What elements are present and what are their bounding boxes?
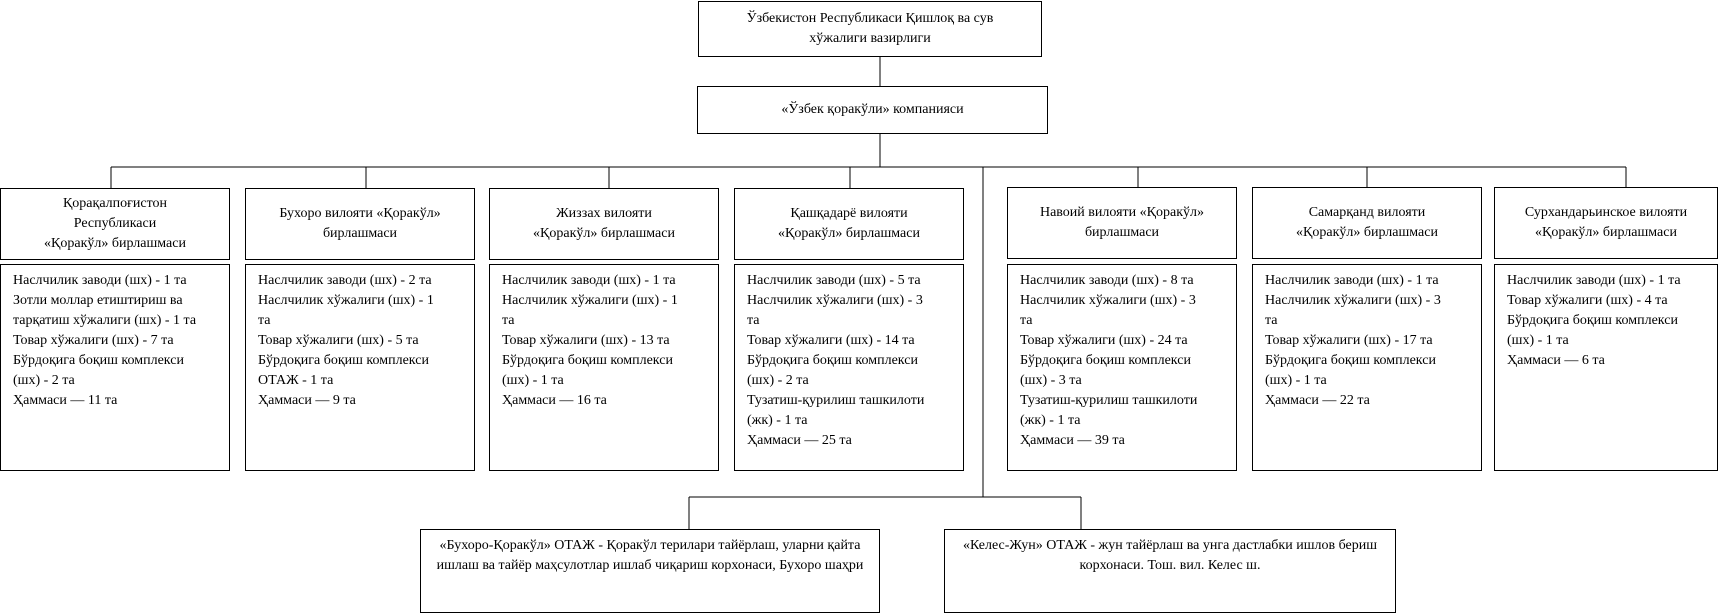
region-item: Наслчилик заводи (шх) - 1 та [502,273,676,288]
region-item: Товар хўжалиги (шх) - 7 та [13,333,174,348]
region-total: Ҳаммаси — 22 та [1265,393,1370,408]
region-header-line: «Қоракўл» бирлашмаси [44,236,186,251]
region-body-navoi [1007,264,1237,471]
region-item: Бўрдоқига боқиш комплекси [258,353,429,368]
region-header-samarkand [1252,187,1482,259]
region-header-line: «Қоракўл» бирлашмаси [1296,225,1438,240]
region-header-line: «Қоракўл» бирлашмаси [1535,225,1677,240]
region-item: Товар хўжалиги (шх) - 4 та [1507,293,1668,308]
region-header-line: Бухоро вилояти «Қоракўл» [279,206,441,221]
enterprise-keles-jun [944,529,1396,613]
region-header-line: Қорақалпоғистон [62,196,168,211]
region-header-line: «Қоракўл» бирлашмаси [533,226,675,241]
region-item: Бўрдоқига боқиш комплекси [1265,353,1436,368]
region-item: Тузатиш-қурилиш ташкилоти [747,393,925,408]
region-header-navoi [1007,187,1237,259]
region-item: Наслчилик заводи (шх) - 2 та [258,273,432,288]
region-body-kashkadarya [734,264,964,471]
company-box [697,86,1048,134]
region-total: Ҳаммаси — 11 та [13,393,118,408]
region-item: Наслчилик хўжалиги (шх) - 3 [747,293,923,308]
region-item: та [258,313,271,328]
enterprise-line: корхонаси, Бухоро шаҳри [711,558,864,573]
region-item: (жк) - 1 та [1020,413,1081,428]
region-item: (шх) - 3 та [1020,373,1082,388]
region-item: Бўрдоқига боқиш комплекси [13,353,184,368]
enterprise-line: «Келес-Жун» ОТАЖ - жун тайёрлаш ва унга дастлабки ишлов [962,538,1336,553]
region-header-line: Қашқадарё вилояти [790,206,908,221]
enterprise-bukhara-karakul [420,529,880,613]
region-body-jizzakh [489,264,719,471]
region-item: (жк) - 1 та [747,413,808,428]
region-item: Товар хўжалиги (шх) - 14 та [747,333,915,348]
region-header-line: Сурхандарьинское вилояти [1524,205,1688,220]
region-item: та [1020,313,1033,328]
region-item: ОТАЖ - 1 та [258,373,334,388]
region-body-surkhandarya [1494,264,1718,471]
region-item: Тузатиш-қурилиш ташкилоти [1020,393,1198,408]
region-item: та [747,313,760,328]
region-header-bukhara [245,188,475,260]
enterprise-line: бериш корхонаси. Тош. вил. Келес ш. [1079,538,1378,573]
region-item: (шх) - 2 та [747,373,809,388]
region-item: Наслчилик заводи (шх) - 1 та [1507,273,1681,288]
region-total: Ҳаммаси — 16 та [502,393,607,408]
region-item: Наслчилик хўжалиги (шх) - 1 [258,293,434,308]
region-item: Бўрдоқига боқиш комплекси [1020,353,1191,368]
region-total: Ҳаммаси — 25 та [747,433,852,448]
region-header-line: Самарқанд вилояти [1308,205,1426,220]
region-item: (шх) - 1 та [1265,373,1327,388]
region-header-line: бирлашмаси [1084,225,1160,240]
region-header-jizzakh [489,188,719,260]
region-item: Наслчилик хўжалиги (шх) - 1 [502,293,678,308]
region-header-karakalpakstan [0,188,230,260]
region-header-kashkadarya [734,188,964,260]
region-item: Товар хўжалиги (шх) - 5 та [258,333,419,348]
company-title: «Ўзбек қоракўли» компанияси [781,102,964,117]
region-item: (шх) - 1 та [1507,333,1569,348]
region-header-surkhandarya [1494,187,1718,259]
region-total: Ҳаммаси — 39 та [1020,433,1125,448]
region-header-line: Республикаси [73,216,157,231]
region-item: та [1265,313,1278,328]
region-header-line: «Қоракўл» бирлашмаси [778,226,920,241]
region-item: (шх) - 1 та [502,373,564,388]
region-header-line: Навоий вилояти «Қоракўл» [1039,205,1205,220]
region-item: Бўрдоқига боқиш комплекси [1507,313,1678,328]
region-item: (шх) - 2 та [13,373,75,388]
region-total: Ҳаммаси — 6 та [1507,353,1605,368]
region-total: Ҳаммаси — 9 та [258,393,356,408]
region-body-karakalpakstan [0,264,230,471]
region-header-line: бирлашмаси [322,226,398,241]
region-item: Бўрдоқига боқиш комплекси [747,353,918,368]
region-item: Наслчилик заводи (шх) - 1 та [1265,273,1439,288]
region-item: Наслчилик заводи (шх) - 1 та [13,273,187,288]
region-body-samarkand [1252,264,1482,471]
region-item: Наслчилик заводи (шх) - 5 та [747,273,921,288]
region-item: тарқатиш хўжалиги (шх) - 1 та [13,313,197,328]
region-body-bukhara [245,264,475,471]
region-item: Товар хўжалиги (шх) - 13 та [502,333,670,348]
region-item: Наслчилик заводи (шх) - 8 та [1020,273,1194,288]
region-item: Бўрдоқига боқиш комплекси [502,353,673,368]
region-item: Товар хўжалиги (шх) - 17 та [1265,333,1433,348]
region-item: Наслчилик хўжалиги (шх) - 3 [1265,293,1441,308]
enterprise-line: уларни қайта ишлаш ва тайёр маҳсулотлар ишлаб чиқариш [436,538,861,573]
enterprise-line: «Бухоро-Қоракўл» ОТАЖ - Қоракўл терилари тайёрлаш, [439,538,779,553]
region-header-line: Жиззах вилояти [556,206,652,221]
region-item: Товар хўжалиги (шх) - 24 та [1020,333,1188,348]
ministry-line: хўжалиги вазирлиги [809,31,931,46]
region-item: та [502,313,515,328]
region-item: Зотли моллар етиштириш ва [13,293,183,308]
ministry-line: Ўзбекистон Республикаси Қишлоқ ва сув [746,11,994,26]
ministry-box [698,1,1042,57]
region-item: Наслчилик хўжалиги (шх) - 3 [1020,293,1196,308]
